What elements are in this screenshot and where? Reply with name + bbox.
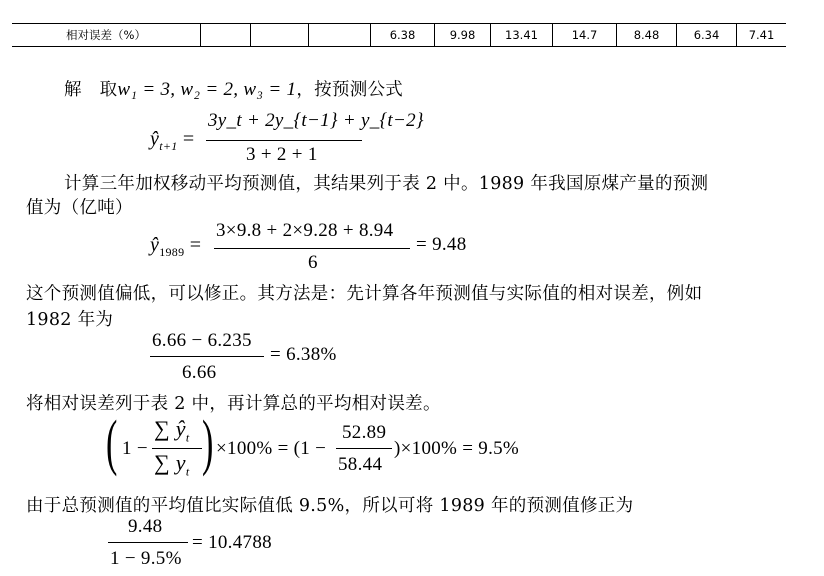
- table-cell-value: 6.34: [676, 24, 736, 46]
- paragraph-2-line-2: 1982 年为: [26, 310, 114, 330]
- table-cell-value: 9.98: [434, 24, 490, 46]
- fraction-bar: [206, 140, 362, 141]
- prediction-numerator: 3×9.8 + 2×9.28 + 8.94: [216, 220, 394, 241]
- one-minus: 1 −: [122, 438, 148, 459]
- solution-intro: 解 取w₁ = 3, w₂ = 2, w₃ = 1，按预测公式: [64, 79, 404, 100]
- table-row-label: 相对误差（%）: [66, 28, 146, 42]
- table-cell-value: 13.41: [490, 24, 552, 46]
- fraction-bar: [214, 248, 410, 249]
- average-numerator: 52.89: [342, 422, 387, 443]
- weights-expression: w₁ = 3, w₂ = 2, w₃ = 1: [117, 79, 297, 100]
- corrected-denominator: 1 − 9.5%: [110, 548, 182, 569]
- table-cell-value: 7.41: [736, 24, 786, 46]
- table-cell-value: 14.7: [552, 24, 616, 46]
- paragraph-1-line-1: 计算三年加权移动平均预测值，其结果列于表 2 中。1989 年我国原煤产量的预测: [64, 174, 709, 194]
- relative-error-formula: [150, 330, 390, 386]
- fraction-bar: [150, 356, 264, 357]
- corrected-result: = 10.4788: [192, 532, 272, 553]
- prediction-1989-formula: [150, 222, 510, 278]
- table-cell-empty: [308, 24, 370, 46]
- corrected-forecast-formula: [108, 516, 308, 574]
- paragraph-4: 由于总预测值的平均值比实际值低 9.5%，所以可将 1989 年的预测值修正为: [26, 496, 634, 516]
- sum-y: ∑ $y_t$: [154, 450, 190, 479]
- prediction-lhs: $ŷ_{1989}$ =: [150, 234, 202, 259]
- table-cell-empty: [200, 24, 250, 46]
- fraction-bar: [108, 542, 188, 543]
- average-error-formula: [106, 409, 556, 480]
- paragraph-2-line-1: 这个预测值偏低，可以修正。其方法是：先计算各年预测值与实际值的相对误差，例如: [26, 284, 703, 304]
- formula-lhs: $ŷ_{t+1}$ =: [150, 128, 195, 153]
- error-numerator: 6.66 − 6.235: [152, 330, 252, 351]
- formula-numerator: 3y_t + 2y_{t−1} + y_{t−2}: [208, 110, 424, 131]
- left-parenthesis: (: [106, 409, 118, 477]
- error-result: = 6.38%: [270, 344, 337, 365]
- prediction-result: = 9.48: [416, 234, 467, 255]
- fraction-bar: [152, 448, 202, 449]
- corrected-numerator: 9.48: [128, 516, 163, 537]
- prediction-denominator: 6: [308, 252, 318, 273]
- average-result: )×100% = 9.5%: [394, 438, 520, 459]
- relative-error-table-row: [12, 23, 786, 47]
- error-denominator: 6.66: [182, 362, 217, 383]
- paragraph-3: 将相对误差列于表 2 中，再计算总的平均相对误差。: [26, 394, 441, 414]
- formula-denominator: 3 + 2 + 1: [246, 144, 318, 165]
- paragraph-1-line-2: 值为（亿吨）: [26, 198, 133, 218]
- forecast-formula: [150, 110, 424, 168]
- average-denominator: 58.44: [338, 454, 383, 475]
- table-cell-value: 8.48: [616, 24, 676, 46]
- table-cell-empty: [250, 24, 308, 46]
- average-mid: ×100% = (1 −: [216, 438, 327, 459]
- sum-yhat: ∑ $ŷ_t$: [154, 416, 190, 445]
- fraction-bar: [336, 448, 392, 449]
- table-cell-value: 6.38: [370, 24, 434, 46]
- right-parenthesis: ): [202, 409, 214, 477]
